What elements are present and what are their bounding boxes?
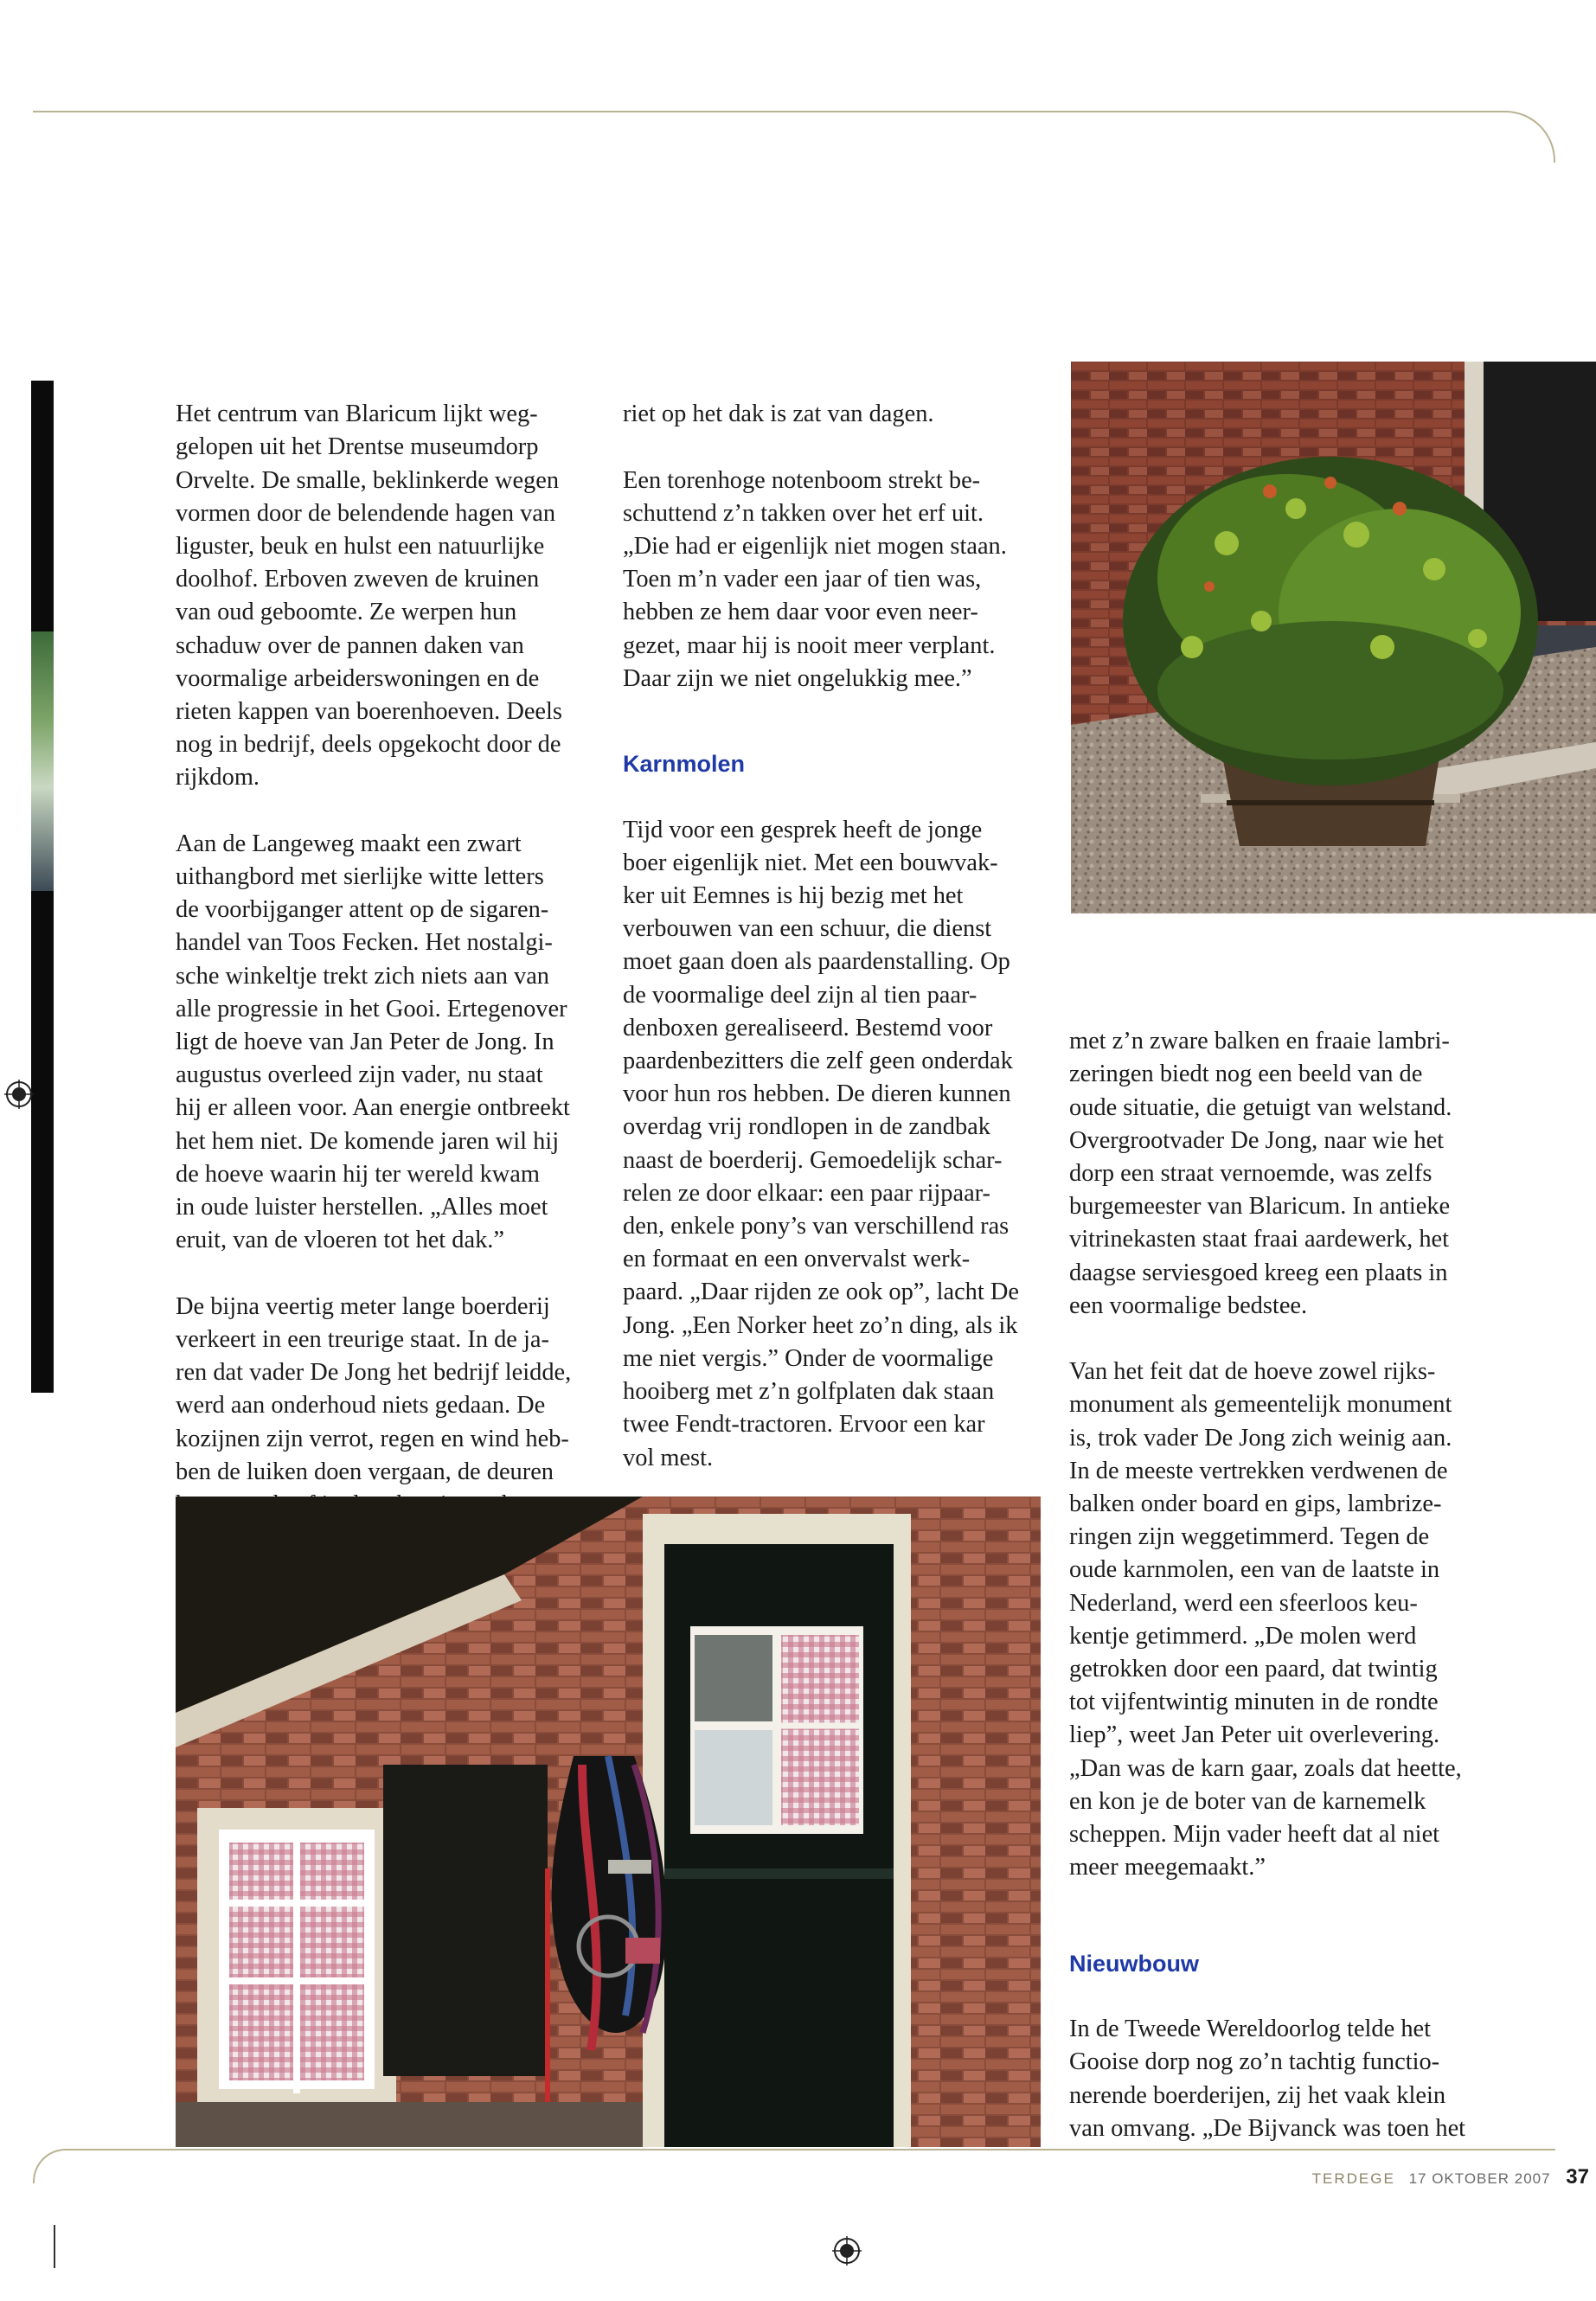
photo-farmhouse-door — [176, 1497, 1041, 2147]
article-column-1 — [176, 365, 608, 1554]
left-edge-photo-strip — [31, 631, 54, 891]
paragraph: In de Tweede Wereldoorlog telde het Gooise dorp nog zo’n tachtig functio- nerende boerderijen, zij het vaak klein van omvang. „De Bijvanck was toen het — [1069, 2016, 1466, 2142]
crop-mark — [54, 2225, 55, 2268]
paragraph: Het centrum van Blaricum lijkt weg- gelopen uit het Drentse museumdorp Orvelte. De smalle, beklinkerde wegen vormen door de belendende hagen van liguster, beuk en hulst een natuurlijke doolhof. Erboven zweven de kruinen van oud geboomte. Ze werpen hun schaduw over de pannen daken van voormalige arbeiderswoningen en de rieten kappen van boerenhoeven. Deels nog in bedrijf, deels opgekocht door de rijkdom. — [176, 401, 562, 792]
paragraph: Aan de Langeweg maakt een zwart uithangbord met sierlijke witte letters de voorbijganger attent op de sigaren- handel van Toos Fecken. Het nostalgi- sche winkeltje trekt zich niets aan van alle progressie in het Gooi. Ertegenover ligt de hoeve van Jan Peter de Jong. In augustus overleed zijn vader, nu staat hij er alleen voor. Aan energie ontbreekt het hem niet. De komende jaren wil hij de hoeve waarin hij ter wereld kwam in oude luister herstellen. „Alles moet eruit, van de vloeren tot het dak.” — [176, 830, 570, 1254]
photo-potted-plant — [1071, 362, 1596, 913]
paragraph: De bijna veertig meter lange boerderij verkeert in een treurige staat. In de ja- ren dat vader De Jong het bedrijf leidde, werd aan onderhoud niets gedaan. De kozijnen zijn verrot, regen en wind heb- ben de luiken doen vergaan, de deuren — [176, 1292, 572, 1485]
paragraph: Tijd voor een gesprek heeft de jonge boer eigenlijk niet. Met een bouwvak- ker uit Eemnes is hij bezig met het verbouwen van een schuur, die dienst moet gaan doen als paardenstalling. Op de voormalige deel zijn al tien paar- denboxen gerealiseerd. Bestemd voor paardenbezitters die zelf geen onderdak voor hun ros hebben. De dieren kunnen overdag vrij rondlopen in de zandbak naast de boerderij. Gemoedelijk schar- relen ze door elkaar: een paar rijpaar- den, enkele pony’s van verschillend ras en formaat en een onvervalst werk- paard. „Daar rijden ze ook op”, lacht De Jong. „Een Norker heet zo’n ding, als ik me niet vergis.” Onder de voormalige hooiberg met z’n golfplaten dak staan twee Fendt-tractoren. Ervoor een kar vol mest. — [623, 816, 1019, 1471]
page-number: 37 — [1566, 2165, 1589, 2189]
subheading-nieuwbouw: Nieuwbouw — [1069, 1950, 1199, 1977]
article-column-2 — [623, 365, 1055, 1607]
page-footer — [1312, 2165, 1589, 2189]
paragraph: Een torenhoge notenboom strekt be- schuttend z’n takken over het erf uit. „Die had er eigenlijk niet mogen staan. Toen m’n vader een jaar of tien was, hebben ze hem daar voor even neer- gezet, maar hij is nooit meer verplant. Daar zijn we niet ongelukkig mee.” — [623, 466, 1007, 692]
paragraph: Van het feit dat de hoeve zowel rijks- monument als gemeentelijk monument is, trok vader De Jong zich weinig aan. In de meeste vertrekken verdwenen de balken onder board en gips, lambrize- ringen zijn weggetimmerd. Tegen de oude karnmolen, een van de laatste in Nederland, werd een sfeerloos keu- kentje getimmerd. „De molen werd getrokken door een paard, dat twintig tot vijfentwintig minuten in de rondte liep”, weet Jan Peter uit overlevering. „Dan was de karn gaar, zoals dat heette, en kon je de boter van de karnemelk scheppen. Mijn vader heeft dat al niet meer meegemaakt.” — [1069, 1358, 1462, 1881]
paragraph: met z’n zware balken en fraaie lambri- zeringen biedt nog een beeld van de oude situatie, die getuigt van welstand. Overgrootvader De Jong, naar wie het dorp een straat vernoemde, was zelfs burgemeester van Blaricum. In antieke vitrinekasten staat fraai aardewerk, het daagse serviesgoed kreeg een plaats in een voormalige bedstee. — [1069, 1028, 1452, 1319]
top-decorative-rule — [33, 111, 1555, 163]
paragraph: riet op het dak is zat van dagen. — [623, 401, 934, 428]
registration-mark-icon — [4, 1080, 34, 1109]
magazine-name: TERDEGE — [1311, 2170, 1395, 2187]
issue-date: 17 OKTOBER 2007 — [1408, 2170, 1551, 2187]
subheading-karnmolen: Karnmolen — [623, 751, 746, 778]
article-column-3 — [1069, 992, 1519, 2178]
registration-mark-icon — [832, 2236, 862, 2266]
